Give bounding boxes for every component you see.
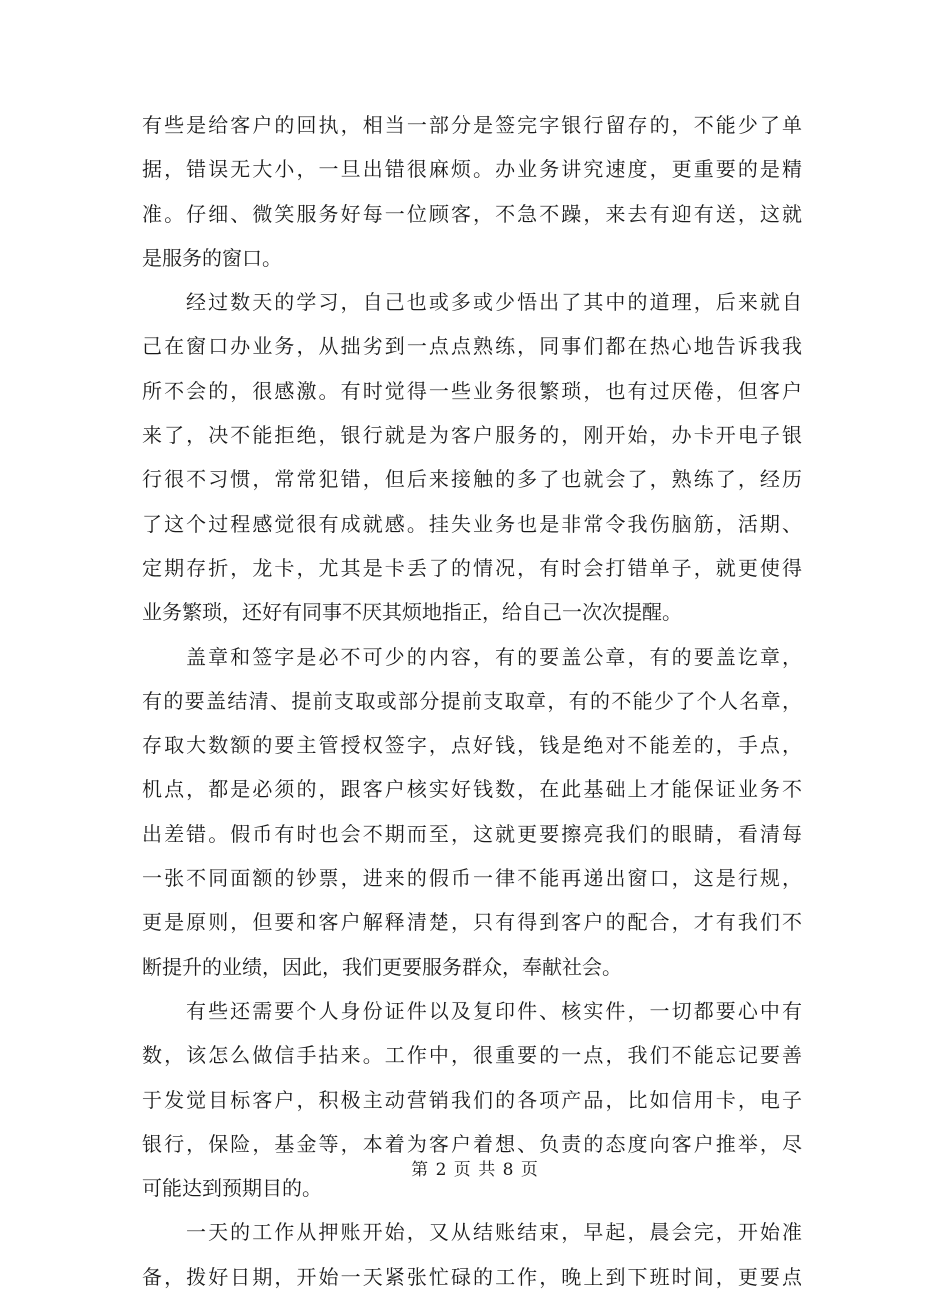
- text-line: 数，该怎么做信手拈来。工作中，很重要的一点，我们不能忘记要善: [142, 1043, 802, 1068]
- page-footer: 第 2 页 共 8 页: [411, 1160, 539, 1180]
- text-line: 来了，决不能拒绝，银行就是为客户服务的，刚开始，办卡开电子银: [142, 423, 802, 448]
- text-line: 准。仔细、微笑服务好每一位顾客，不急不躁，来去有迎有送，这就: [142, 201, 802, 226]
- text-line: 经过数天的学习，自己也或多或少悟出了其中的道理，后来就自: [186, 290, 802, 315]
- text-line: 所不会的，很感激。有时觉得一些业务很繁琐，也有过厌倦，但客户: [142, 378, 802, 403]
- text-line: 有些是给客户的回执，相当一部分是签完字银行留存的，不能少了单: [142, 113, 802, 137]
- text-line: 一天的工作从押账开始，又从结账结束，早起，晨会完，开始准: [186, 1220, 802, 1245]
- text-line: 有些还需要个人身份证件以及复印件、核实件，一切都要心中有: [186, 998, 802, 1023]
- text-line: 可能达到预期目的。: [142, 1176, 322, 1201]
- text-line: 据，错误无大小，一旦出错很麻烦。办业务讲究速度，更重要的是精: [142, 157, 802, 182]
- text-line: 有的要盖结清、提前支取或部分提前支取章，有的不能少了个人名章，: [142, 688, 802, 713]
- text-line: 更是原则，但要和客户解释清楚，只有得到客户的配合，才有我们不: [142, 910, 802, 935]
- text-line: 己在窗口办业务，从拙劣到一点点熟练，同事们都在热心地告诉我我: [142, 334, 802, 359]
- text-line: 行很不习惯，常常犯错，但后来接触的多了也就会了，熟练了，经历: [142, 467, 802, 492]
- text-line: 盖章和签字是必不可少的内容，有的要盖公章，有的要盖讫章，: [186, 644, 802, 669]
- text-line: 银行，保险，基金等，本着为客户着想、负责的态度向客户推举，尽: [142, 1131, 802, 1156]
- text-line: 存取大数额的要主管授权签字，点好钱，钱是绝对不能差的，手点，: [142, 733, 802, 758]
- text-line: 一张不同面额的钞票，进来的假币一律不能再递出窗口，这是行规，: [142, 866, 802, 891]
- text-line: 是服务的窗口。: [142, 245, 282, 270]
- text-line: 业务繁琐，还好有同事不厌其烦地指正，给自己一次次提醒。: [142, 600, 682, 625]
- text-line: 了这个过程感觉很有成就感。挂失业务也是非常令我伤脑筋，活期、: [142, 511, 802, 536]
- text-line: 备，拨好日期，开始一天紧张忙碌的工作，晚上到下班时间，更要点: [142, 1264, 802, 1289]
- text-line: 于发觉目标客户，积极主动营销我们的各项产品，比如信用卡，电子: [142, 1087, 802, 1112]
- body-text: [142, 103, 802, 1299]
- text-line: 定期存折，龙卡，尤其是卡丢了的情况，有时会打错单子，就更使得: [142, 555, 802, 580]
- text-line: 机点，都是必须的，跟客户核实好钱数，在此基础上才能保证业务不: [142, 777, 802, 802]
- text-line: 出差错。假币有时也会不期而至，这就更要擦亮我们的眼睛，看清每: [142, 821, 802, 846]
- text-line: 断提升的业绩，因此，我们更要服务群众，奉献社会。: [142, 954, 622, 979]
